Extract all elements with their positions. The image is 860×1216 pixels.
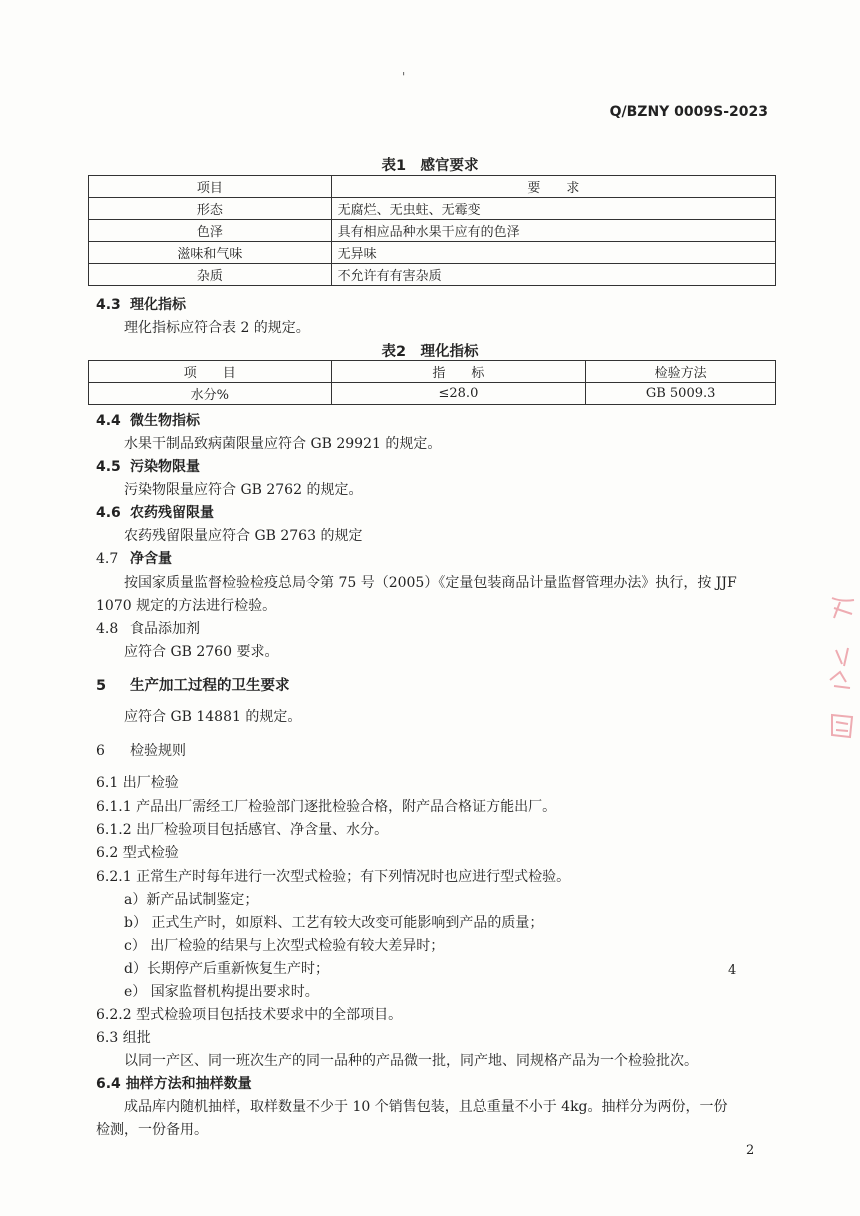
table-row [89,198,776,220]
section-4-5-text: 污染物限量应符合 GB 2762 的规定。 [124,482,363,498]
section-6-2-1: 6.2.1 正常生产时每年进行一次型式检验；有下列情况时也应进行型式检验。 [96,869,571,885]
margin-mark: 4 [728,963,737,978]
section-6-heading: 6 检验规则 [96,743,186,759]
table-cell: 形态 [89,198,332,220]
section-6-4-text-line1: 成品库内随机抽样，取样数量不少于 10 个销售包装，且总重量不小于 4kg。抽样分为两份，一份 [124,1099,728,1115]
section-4-7-text-line1: 按国家质量监督检验检疫总局令第 75 号（2005）《定量包装商品计量监督管理办法》执行，按 JJF [124,575,737,591]
table-row [89,264,776,286]
section-6-1-2: 6.1.2 出厂检验项目包括感官、净含量、水分。 [96,822,389,838]
list-item: a）新产品试制鉴定； [124,892,259,908]
table-cell: 水分% [89,383,332,405]
table-header-cell: 要 求 [331,176,775,198]
seal-stamp-icon [820,590,860,760]
section-6-4-text-line2: 检测，一份备用。 [96,1122,208,1138]
section-4-7-heading: 4.7 净含量 [96,551,172,567]
section-5-heading: 5 生产加工过程的卫生要求 [96,678,290,694]
section-4-4-heading: 4.4 微生物指标 [96,413,200,429]
table-row [89,242,776,264]
table-header-cell: 指 标 [331,361,586,383]
table-cell: 杂质 [89,264,332,286]
table-header-row [89,176,776,198]
section-4-3-heading: 4.3 理化指标 [96,297,186,313]
section-4-5-heading: 4.5 污染物限量 [96,459,200,475]
table2-caption: 表2 理化指标 [381,344,479,360]
table1-sensory [88,175,776,286]
section-6-3-heading: 6.3 组批 [96,1030,151,1046]
section-6-2-heading: 6.2 型式检验 [96,845,179,861]
table-cell: GB 5009.3 [586,383,776,405]
section-4-8-text: 应符合 GB 2760 要求。 [124,644,279,660]
table-cell: 滋味和气味 [89,242,332,264]
table-cell: 无腐烂、无虫蛀、无霉变 [331,198,775,220]
table-row [89,383,776,405]
table-header-cell: 检验方法 [586,361,776,383]
top-mark: ' [402,70,406,84]
section-6-1-1: 6.1.1 产品出厂需经工厂检验部门逐批检验合格，附产品合格证方能出厂。 [96,799,557,815]
page-number: 2 [746,1143,755,1158]
table-cell: 色泽 [89,220,332,242]
section-4-6-text: 农药残留限量应符合 GB 2763 的规定 [124,528,363,544]
list-item: b） 正式生产时，如原料、工艺有较大改变可能影响到产品的质量； [124,915,544,931]
table-header-cell: 项 目 [89,361,332,383]
list-item: e） 国家监督机构提出要求时。 [124,984,319,1000]
table-header-row [89,361,776,383]
table-cell: 无异味 [331,242,775,264]
section-4-6-heading: 4.6 农药残留限量 [96,505,214,521]
list-item: d）长期停产后重新恢复生产时； [124,961,329,977]
table-header-cell: 项目 [89,176,332,198]
table-cell: 具有相应品种水果干应有的色泽 [331,220,775,242]
table2-physicochemical [88,360,776,405]
document-number: Q/BZNY 0009S-2023 [609,104,768,120]
table1-caption: 表1 感官要求 [381,158,479,174]
section-4-8-heading: 4.8 食品添加剂 [96,621,200,637]
table-row [89,220,776,242]
section-6-2-2: 6.2.2 型式检验项目包括技术要求中的全部项目。 [96,1007,403,1023]
section-5-text: 应符合 GB 14881 的规定。 [124,709,302,725]
section-4-7-text-line2: 1070 规定的方法进行检验。 [96,598,277,614]
table-cell: ≤28.0 [331,383,586,405]
table-cell: 不允许有有害杂质 [331,264,775,286]
section-4-3-text: 理化指标应符合表 2 的规定。 [124,320,310,336]
section-4-4-text: 水果干制品致病菌限量应符合 GB 29921 的规定。 [124,436,442,452]
section-6-3-text: 以同一产区、同一班次生产的同一品种的产品微一批，同产地、同规格产品为一个检验批次。 [124,1053,698,1069]
list-item: c） 出厂检验的结果与上次型式检验有较大差异时； [124,938,445,954]
section-6-1-heading: 6.1 出厂检验 [96,775,179,791]
section-6-4-heading: 6.4 抽样方法和抽样数量 [96,1076,252,1092]
